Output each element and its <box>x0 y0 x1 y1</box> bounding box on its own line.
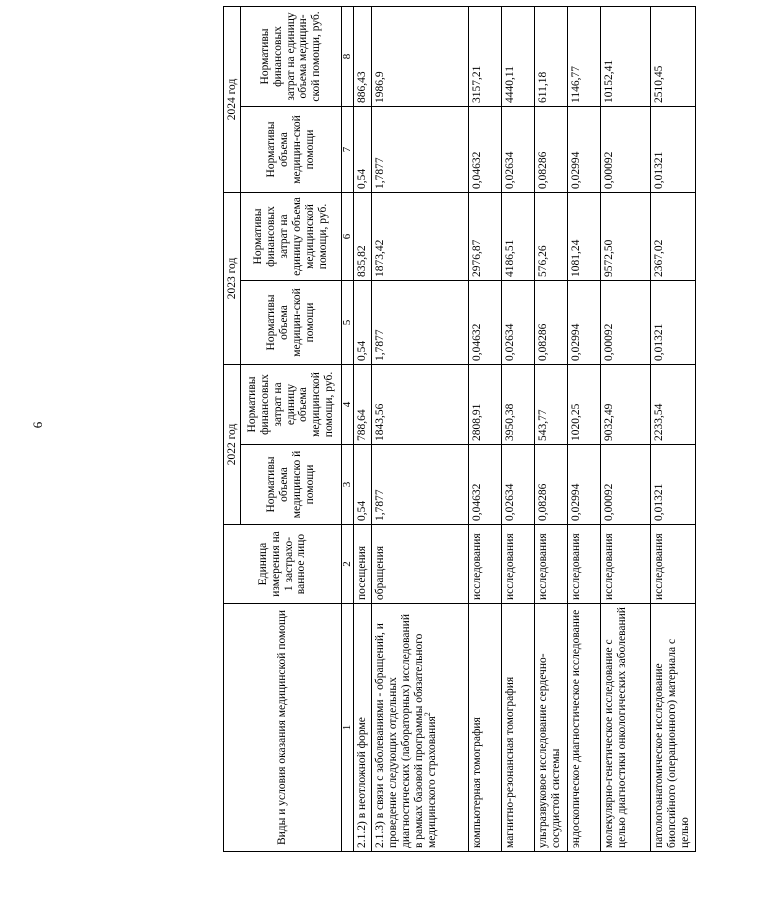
cost-2023: 835,82 <box>354 192 372 280</box>
column-index: 1 <box>342 604 354 852</box>
cost-2024: 4440,11 <box>502 6 535 106</box>
cost-2023: 1081,24 <box>568 192 601 280</box>
row-unit: исследования <box>568 525 601 604</box>
cost-2023: 4186,51 <box>502 192 535 280</box>
cost-2023: 9572,50 <box>601 192 651 280</box>
column-index: 4 <box>342 364 354 444</box>
row-unit: обращения <box>372 525 469 604</box>
volume-2024: 0,02634 <box>502 106 535 192</box>
column-index: 8 <box>342 6 354 106</box>
volume-2022: 0,04632 <box>469 445 502 525</box>
header-unit: Единица измерения на 1 застрахо-ванное лицо <box>224 525 342 604</box>
table-row <box>568 6 601 851</box>
volume-2022: 0,01321 <box>651 445 696 525</box>
row-name: компьютерная томография <box>469 604 502 852</box>
volume-2023: 0,02994 <box>568 280 601 364</box>
row-name: эндоскопическое диагностическое исследование <box>568 604 601 852</box>
cost-2022: 788,64 <box>354 364 372 444</box>
volume-2023: 0,02634 <box>502 280 535 364</box>
volume-2022: 1,7877 <box>372 445 469 525</box>
cost-2022: 9032,49 <box>601 364 651 444</box>
table-row <box>502 6 535 851</box>
column-index: 2 <box>342 525 354 604</box>
header-view: Виды и условия оказания медицинской помощи <box>224 604 342 852</box>
header-year-2023: 2023 год <box>224 192 241 364</box>
page-number: 6 <box>30 421 45 429</box>
cost-2024: 2510,45 <box>651 6 696 106</box>
cost-2022: 3950,38 <box>502 364 535 444</box>
volume-2023: 1,7877 <box>372 280 469 364</box>
table-row <box>354 6 372 851</box>
volume-2024: 0,01321 <box>651 106 696 192</box>
cost-2023: 2976,87 <box>469 192 502 280</box>
column-index: 5 <box>342 280 354 364</box>
column-index: 6 <box>342 192 354 280</box>
table-row <box>535 6 568 851</box>
cost-2024: 1986,9 <box>372 6 469 106</box>
header-2022-volume: Нормативы объема медицинско й помощи <box>241 445 342 525</box>
volume-2023: 0,04632 <box>469 280 502 364</box>
cost-2022: 2233,54 <box>651 364 696 444</box>
table-row <box>601 6 651 851</box>
cost-2024: 611,18 <box>535 6 568 106</box>
row-unit: исследования <box>601 525 651 604</box>
row-name-cell <box>372 604 469 852</box>
volume-2023: 0,54 <box>354 280 372 364</box>
volume-2024: 0,04632 <box>469 106 502 192</box>
header-2023-cost: Нормативы финансовых затрат на единицу объема медицинской помощи, руб. <box>241 192 342 280</box>
cost-2022: 1020,25 <box>568 364 601 444</box>
cost-2024: 10152,41 <box>601 6 651 106</box>
volume-2022: 0,02634 <box>502 445 535 525</box>
row-name: 2.1.3) в связи с заболеваниями - обращений, и проведение следующих отдельных диагностических (лабораторных) исследований в рамках базовой программы обязательного медицинского страхования <box>374 614 438 848</box>
rotated-table-wrapper <box>223 7 783 852</box>
column-index: 7 <box>342 106 354 192</box>
row-name: ультразвуковое исследование сердечно-сосудистой системы <box>535 604 568 852</box>
row-name: патологоанатомическое исследование биопсийного (операционного) материала с целью <box>651 604 696 852</box>
volume-2022: 0,00092 <box>601 445 651 525</box>
header-year-2024: 2024 год <box>224 6 241 192</box>
volume-2024: 0,08286 <box>535 106 568 192</box>
row-name: молекулярно-генетическое исследование с целью диагностики онкологических заболеваний <box>601 604 651 852</box>
volume-2022: 0,02994 <box>568 445 601 525</box>
cost-2023: 2367,02 <box>651 192 696 280</box>
table-row <box>651 6 696 851</box>
volume-2024: 0,54 <box>354 106 372 192</box>
header-year-2022: 2022 год <box>224 364 241 524</box>
row-name: 2.1.2) в неотложной форме <box>354 604 372 852</box>
header-2022-cost: Нормативы финансовых затрат на единицу объема медицинской помощи, руб. <box>241 364 342 444</box>
footnote-mark: 2 <box>422 712 432 717</box>
table-row <box>372 6 469 851</box>
header-2024-cost: Нормативы финансовых затрат на единицу объема медицин-ской помощи, руб. <box>241 6 342 106</box>
cost-2022: 543,77 <box>535 364 568 444</box>
volume-2023: 0,08286 <box>535 280 568 364</box>
cost-2022: 1843,56 <box>372 364 469 444</box>
column-index: 3 <box>342 445 354 525</box>
table-row <box>469 6 502 851</box>
row-unit: исследования <box>651 525 696 604</box>
volume-2023: 0,01321 <box>651 280 696 364</box>
volume-2024: 0,02994 <box>568 106 601 192</box>
cost-2023: 576,26 <box>535 192 568 280</box>
header-2024-volume: Нормативы объема медицин-ской помощи <box>241 106 342 192</box>
row-unit: исследования <box>502 525 535 604</box>
row-unit: исследования <box>469 525 502 604</box>
row-unit: посещения <box>354 525 372 604</box>
cost-2023: 1873,42 <box>372 192 469 280</box>
volume-2022: 0,08286 <box>535 445 568 525</box>
header-2023-volume: Нормативы объема медицин-ской помощи <box>241 280 342 364</box>
cost-2022: 2808,91 <box>469 364 502 444</box>
volume-2023: 0,00092 <box>601 280 651 364</box>
row-unit: исследования <box>535 525 568 604</box>
row-name: магнитно-резонансная томография <box>502 604 535 852</box>
cost-2024: 3157,21 <box>469 6 502 106</box>
standards-table <box>223 6 696 852</box>
cost-2024: 1146,77 <box>568 6 601 106</box>
volume-2024: 1,7877 <box>372 106 469 192</box>
cost-2024: 886,43 <box>354 6 372 106</box>
volume-2022: 0,54 <box>354 445 372 525</box>
volume-2024: 0,00092 <box>601 106 651 192</box>
